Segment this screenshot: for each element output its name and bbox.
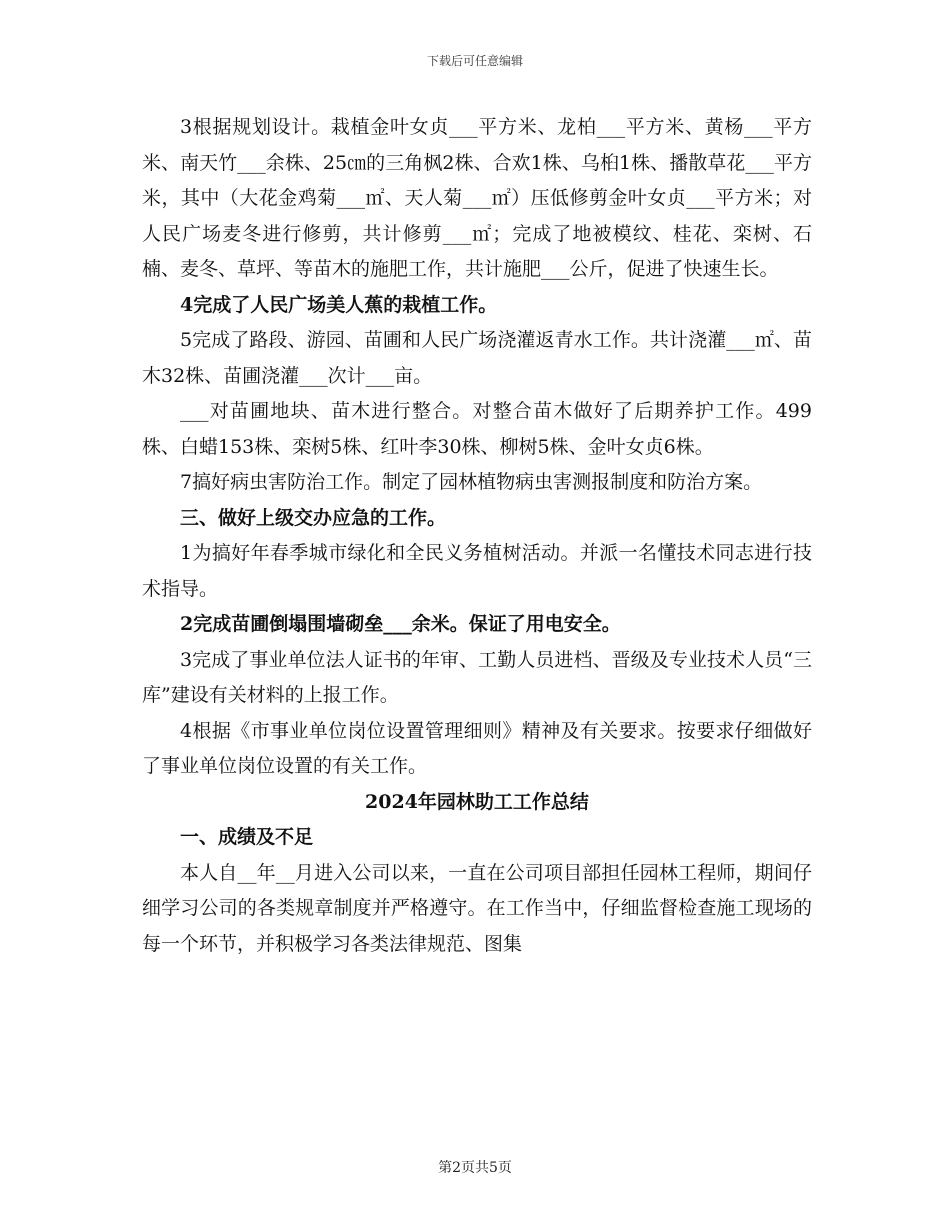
- paragraph-pest-control: 7搞好病虫害防治工作。制定了园林植物病虫害测报制度和防治方案。: [180, 471, 763, 493]
- paragraph-planting: 3根据规划设计。栽植金叶女贞___平方米、龙柏___平方米、黄杨___平方米、南天竹___余株、25㎝的三角枫2株、合欢1株、乌桕1株、播散草花___平方米，其中（大花金鸡菊___㎡、天人菊___㎡）压低修剪金叶女贞___平方米；对人民广场麦冬进行修剪，共计修剪___㎡；完成了地被模纹、桂花、栾树、石楠、麦冬、草坪、等苗木的施肥工作，共计施肥___公斤，促进了快速生长。: [142, 116, 812, 280]
- section-heading-emergency: 三、做好上级交办应急的工作。: [180, 506, 447, 529]
- paragraph-nursery: ___对苗圃地块、苗木进行整合。对整合苗木做好了后期养护工作。499株、白蜡153株、栾树5株、红叶李30株、柳树5株、金叶女贞6株。: [142, 400, 812, 458]
- paragraph-tree-planting: 1为搞好年春季城市绿化和全民义务植树活动。并派一名懂技术同志进行技术指导。: [142, 542, 812, 600]
- document-body: [142, 110, 812, 962]
- section-heading-achievements: 一、成绩及不足: [180, 826, 314, 848]
- document-title: 2024年园林助工工作总结: [365, 790, 589, 813]
- paragraph-intro: 本人自__年__月进入公司以来，一直在公司项目部担任园林工程师，期间仔细学习公司的各类规章制度并严格遵守。在工作当中，仔细监督检查施工现场的每一个环节，并积极学习各类法律规范、图集: [142, 861, 812, 955]
- paragraph-positions: 4根据《市事业单位岗位设置管理细则》精神及有关要求。按要求仔细做好了事业单位岗位设置的有关工作。: [142, 719, 812, 777]
- paragraph-irrigation: 5完成了路段、游园、苗圃和人民广场浇灌返青水工作。共计浇灌___㎡、苗木32株、苗圃浇灌___次计___亩。: [142, 329, 812, 387]
- paragraph-canna: 4完成了人民广场美人蕉的栽植工作。: [180, 293, 498, 316]
- page-number: 第2页共5页: [438, 1160, 512, 1176]
- paragraph-certificate: 3完成了事业单位法人证书的年审、工勤人员进档、晋级及专业技术人员“三库”建设有关材料的上报工作。: [142, 648, 812, 706]
- page-header: 下载后可任意编辑: [426, 54, 523, 68]
- paragraph-wall: 2完成苗圃倒塌围墙砌垒___余米。保证了用电安全。: [180, 613, 621, 635]
